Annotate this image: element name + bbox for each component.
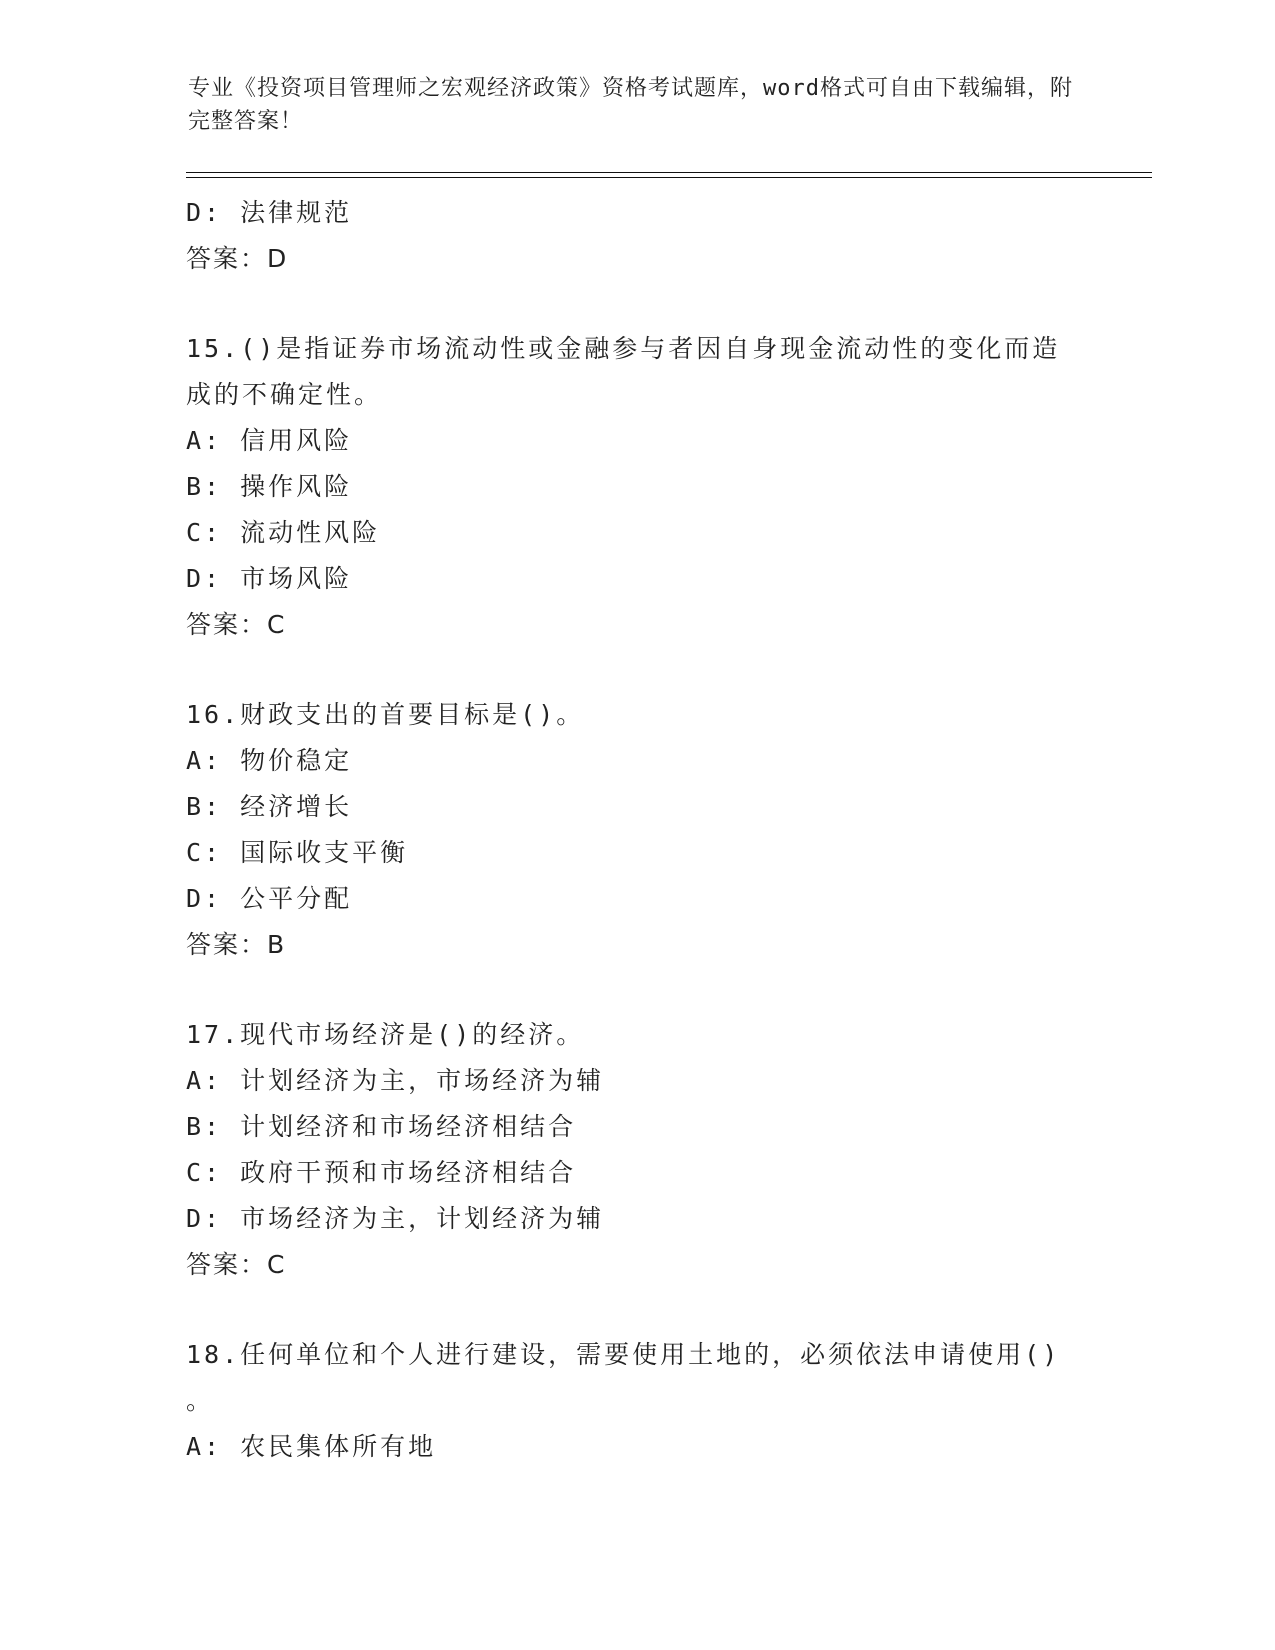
question-content [186,190,1086,1470]
option-d: D: 市场经济为主，计划经济为辅 [186,1204,605,1233]
option-a: A: 信用风险 [186,426,353,455]
option-c: C: 流动性风险 [186,518,381,547]
option-b: B: 经济增长 [186,792,353,821]
option-c: C: 政府干预和市场经济相结合 [186,1158,577,1187]
page-header [188,72,1088,138]
option-a: A: 物价稳定 [186,746,353,775]
answer-line: 答案：B [186,930,287,959]
question-16 [186,692,1086,968]
answer-line: 答案：D [186,244,289,273]
question-stem: 18.任何单位和个人进行建设，需要使用土地的，必须依法申请使用() [186,1340,1061,1369]
option-d: D: 公平分配 [186,884,353,913]
question-stem-cont: 成的不确定性。 [186,380,383,409]
question-stem: 16.财政支出的首要目标是()。 [186,700,585,729]
option-d: D: 市场风险 [186,564,353,593]
answer-line: 答案：C [186,610,287,639]
header-rule-top [186,172,1152,173]
question-17 [186,1012,1086,1288]
question-stem: 17.现代市场经济是()的经济。 [186,1020,585,1049]
question-stem: 15.()是指证券市场流动性或金融参与者因自身现金流动性的变化而造 [186,334,1061,363]
question-18 [186,1332,1086,1470]
header-rule-bottom [186,177,1152,178]
option-a: A: 计划经济为主，市场经济为辅 [186,1066,605,1095]
question-stem-cont: 。 [186,1386,215,1415]
option-a: A: 农民集体所有地 [186,1432,437,1461]
option-b: B: 计划经济和市场经济相结合 [186,1112,577,1141]
answer-line: 答案：C [186,1250,287,1279]
option-b: B: 操作风险 [186,472,353,501]
option-d: D: 法律规范 [186,198,353,227]
question-15 [186,326,1086,648]
header-text: 专业《投资项目管理师之宏观经济政策》资格考试题库，word格式可自由下载编辑，附完整答案！ [188,76,1073,134]
option-c: C: 国际收支平衡 [186,838,409,867]
